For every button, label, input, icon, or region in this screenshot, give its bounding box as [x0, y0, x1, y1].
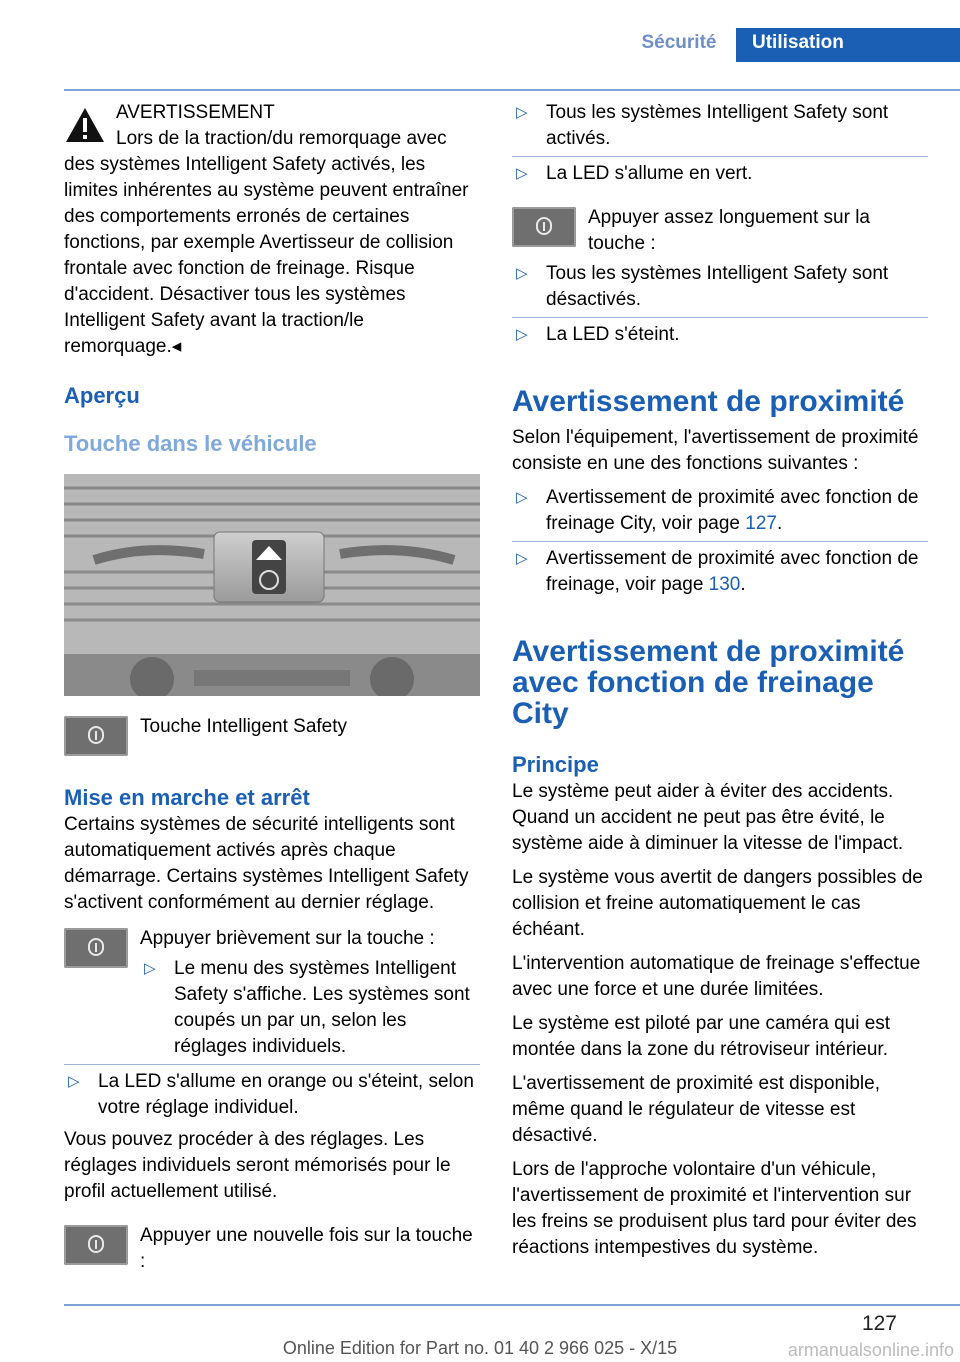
warning-icon — [64, 106, 106, 144]
heading-city: Avertissement de proximité avec fonction de freinage City — [512, 635, 905, 730]
paragraph-principe-1: Le système peut aider à éviter des accidents. Quand un accident ne peut pas être évité, le système aide à diminuer la vitesse de l'impact. — [512, 781, 904, 854]
bullet-all-activated: ▷ Tous les systèmes Intelligent Safety sont activés. — [516, 102, 889, 149]
heading-principe: Principe — [512, 752, 599, 777]
tab-utilisation[interactable]: Utilisation — [736, 28, 960, 62]
divider — [512, 156, 928, 157]
bullet-triangle-icon: ▷ — [516, 265, 528, 282]
warning-text: Lors de la traction/du remorquage avec des systèmes Intelligent Safety activés, les limites inhérentes au système peuvent entraîner des comportements erronés de certaines fonctions, par exemple Avertisseur de collision frontale avec fonction de freinage. Risque d'accident. Désactiver tous les systèmes Intelligent Safety avant la traction/le remorquage.◂ — [64, 128, 469, 357]
page-link-130[interactable]: 130 — [708, 574, 741, 595]
press-long-text: Appuyer assez longuement sur la touche : — [588, 207, 870, 254]
intelligent-safety-button-icon — [512, 207, 576, 247]
paragraph-principe-2: Le système vous avertit de dangers possibles de collision et freine automatiquement le cas échéant. — [512, 867, 923, 940]
bullet-triangle-icon: ▷ — [144, 960, 156, 977]
heading-apercu: Aperçu — [64, 383, 140, 408]
warning-title: AVERTISSEMENT — [116, 102, 275, 123]
bullet-triangle-icon: ▷ — [68, 1073, 80, 1090]
paragraph-proximite: Selon l'équipement, l'avertissement de proximité consiste en une des fonctions suivantes : — [512, 427, 919, 474]
paragraph-principe-5: L'avertissement de proximité est disponible, même quand le régulateur de vitesse est désactivé. — [512, 1073, 880, 1146]
intelligent-safety-button-icon — [64, 1225, 128, 1265]
paragraph-principe-4: Le système est piloté par une caméra qui est montée dans la zone du rétroviseur intérieur. — [512, 1013, 891, 1060]
divider — [512, 317, 928, 318]
right-column — [512, 100, 928, 1269]
paragraph-reglages: Vous pouvez procéder à des réglages. Les réglages individuels seront mémorisés pour le profil actuellement utilisé. — [64, 1129, 451, 1202]
bullet-triangle-icon: ▷ — [516, 165, 528, 182]
divider — [64, 1064, 480, 1065]
intelligent-safety-button-icon — [64, 928, 128, 968]
bullet-menu: ▷ Le menu des systèmes Intelligent Safety s'affiche. Les systèmes sont coupés un par un, selon les réglages individuels. — [144, 958, 470, 1057]
divider — [512, 541, 928, 542]
paragraph-principe-3: L'intervention automatique de freinage s'effectue avec une force et une durée limitées. — [512, 953, 921, 1000]
paragraph-mise: Certains systèmes de sécurité intelligents sont automatiquement activés après chaque démarrage. Certains systèmes Intelligent Safety s'activent conformément au dernier réglage. — [64, 814, 469, 913]
edition-text: Online Edition for Part no. 01 40 2 966 025 - X/15 — [282, 1338, 678, 1358]
bullet-all-deactivated: ▷ Tous les systèmes Intelligent Safety sont désactivés. — [516, 263, 889, 310]
intelligent-safety-button-icon — [64, 716, 128, 756]
bullet-triangle-icon: ▷ — [516, 104, 528, 121]
footer-divider — [64, 1304, 960, 1306]
left-column — [64, 100, 480, 1275]
press-again-text: Appuyer une nouvelle fois sur la touche : — [140, 1225, 473, 1272]
bullet-triangle-icon: ▷ — [516, 326, 528, 343]
page-header — [0, 28, 960, 62]
bullet-city: ▷ Avertissement de proximité avec fonction de freinage City, voir page 127. — [516, 487, 919, 534]
warning-block — [64, 100, 480, 126]
watermark: armanualsonline.info — [787, 1340, 954, 1360]
press-again-row — [64, 1223, 480, 1275]
page-number: 127 — [861, 1312, 897, 1335]
press-long-row — [512, 205, 928, 257]
dashboard-image — [64, 474, 480, 696]
heading-touche: Touche dans le véhicule — [64, 431, 317, 456]
bullet-led: ▷ La LED s'allume en orange ou s'éteint, selon votre réglage individuel. — [68, 1071, 474, 1118]
heading-mise-en-marche: Mise en marche et arrêt — [64, 785, 310, 810]
header-divider — [64, 89, 960, 91]
vehicle-button-photo — [64, 474, 480, 696]
bullet-led-green: ▷ La LED s'allume en vert. — [512, 161, 928, 187]
caption-text: Touche Intelligent Safety — [140, 716, 348, 737]
bullet-freinage: ▷ Avertissement de proximité avec fonction de freinage, voir page 130. — [516, 548, 919, 595]
page-link-127[interactable]: 127 — [745, 513, 777, 534]
tab-securite[interactable]: Sécurité — [641, 32, 717, 53]
bullet-triangle-icon: ▷ — [516, 489, 528, 506]
bullet-led-off: ▷ La LED s'éteint. — [512, 322, 928, 348]
bullet-triangle-icon: ▷ — [516, 550, 528, 567]
paragraph-principe-6: Lors de l'approche volontaire d'un véhicule, l'avertissement de proximité et l'intervention sur les freins se produisent plus tard pour éviter des réactions intempestives du système. — [512, 1159, 917, 1258]
press-short-row — [64, 926, 480, 1060]
intelligent-safety-caption — [64, 714, 480, 758]
press-short-text: Appuyer brièvement sur la touche : — [140, 928, 435, 949]
heading-proximite: Avertissement de proximité — [512, 385, 905, 418]
